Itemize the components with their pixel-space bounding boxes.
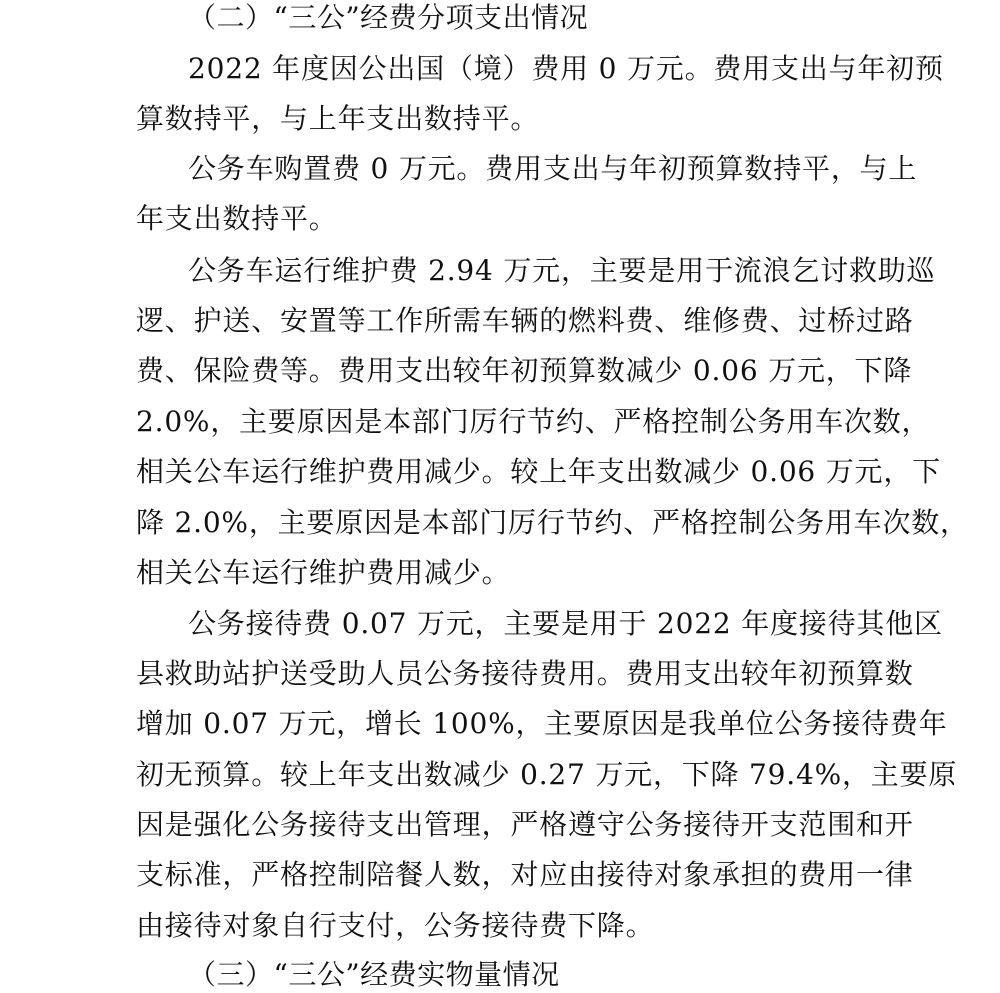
paragraph-vehicle-maintenance-line-7: 相关公车运行维护费用减少。 <box>136 556 511 589</box>
paragraph-vehicle-maintenance-line-4: 2.0%，主要原因是本部门厉行节约、严格控制公务用车次数， <box>136 405 931 438</box>
paragraph-reception-line-3: 增加 0.07 万元，增长 100%，主要原因是我单位公务接待费年 <box>136 707 948 740</box>
section-heading-expenditure-breakdown: （二）“三公”经费分项支出情况 <box>188 1 589 34</box>
paragraph-reception-line-6: 支标准，严格控制陪餐人数，对应由接待对象承担的费用一律 <box>136 858 914 891</box>
paragraph-vehicle-maintenance-line-1: 公务车运行维护费 2.94 万元，主要是用于流浪乞讨救助巡 <box>188 254 936 287</box>
paragraph-vehicle-maintenance-line-2: 逻、护送、安置等工作所需车辆的燃料费、维修费、过桥过路 <box>136 304 914 337</box>
paragraph-overseas-line-1: 2022 年度因公出国（境）费用 0 万元。费用支出与年初预 <box>188 52 944 85</box>
paragraph-vehicle-purchase-line-1: 公务车购置费 0 万元。费用支出与年初预算数持平，与上 <box>188 152 918 185</box>
paragraph-vehicle-maintenance-line-6: 降 2.0%，主要原因是本部门厉行节约、严格控制公务用车次数， <box>136 506 969 539</box>
paragraph-reception-line-1: 公务接待费 0.07 万元，主要是用于 2022 年度接待其他区 <box>188 607 943 640</box>
paragraph-vehicle-maintenance-line-5: 相关公车运行维护费用减少。较上年支出数减少 0.06 万元，下 <box>136 455 941 488</box>
paragraph-reception-line-4: 初无预算。较上年支出数减少 0.27 万元，下降 79.4%，主要原 <box>136 758 958 791</box>
paragraph-reception-line-7: 由接待对象自行支付，公务接待费下降。 <box>136 909 655 942</box>
paragraph-reception-line-2: 县救助站护送受助人员公务接待费用。费用支出较年初预算数 <box>136 657 914 690</box>
paragraph-vehicle-purchase-line-2: 年支出数持平。 <box>136 202 338 235</box>
paragraph-reception-line-5: 因是强化公务接待支出管理，严格遵守公务接待开支范围和开 <box>136 808 914 841</box>
paragraph-overseas-line-2: 算数持平，与上年支出数持平。 <box>136 102 540 135</box>
paragraph-vehicle-maintenance-line-3: 费、保险费等。费用支出较年初预算数减少 0.06 万元，下降 <box>136 354 913 387</box>
section-heading-physical-quantity: （三）“三公”经费实物量情况 <box>188 958 560 991</box>
